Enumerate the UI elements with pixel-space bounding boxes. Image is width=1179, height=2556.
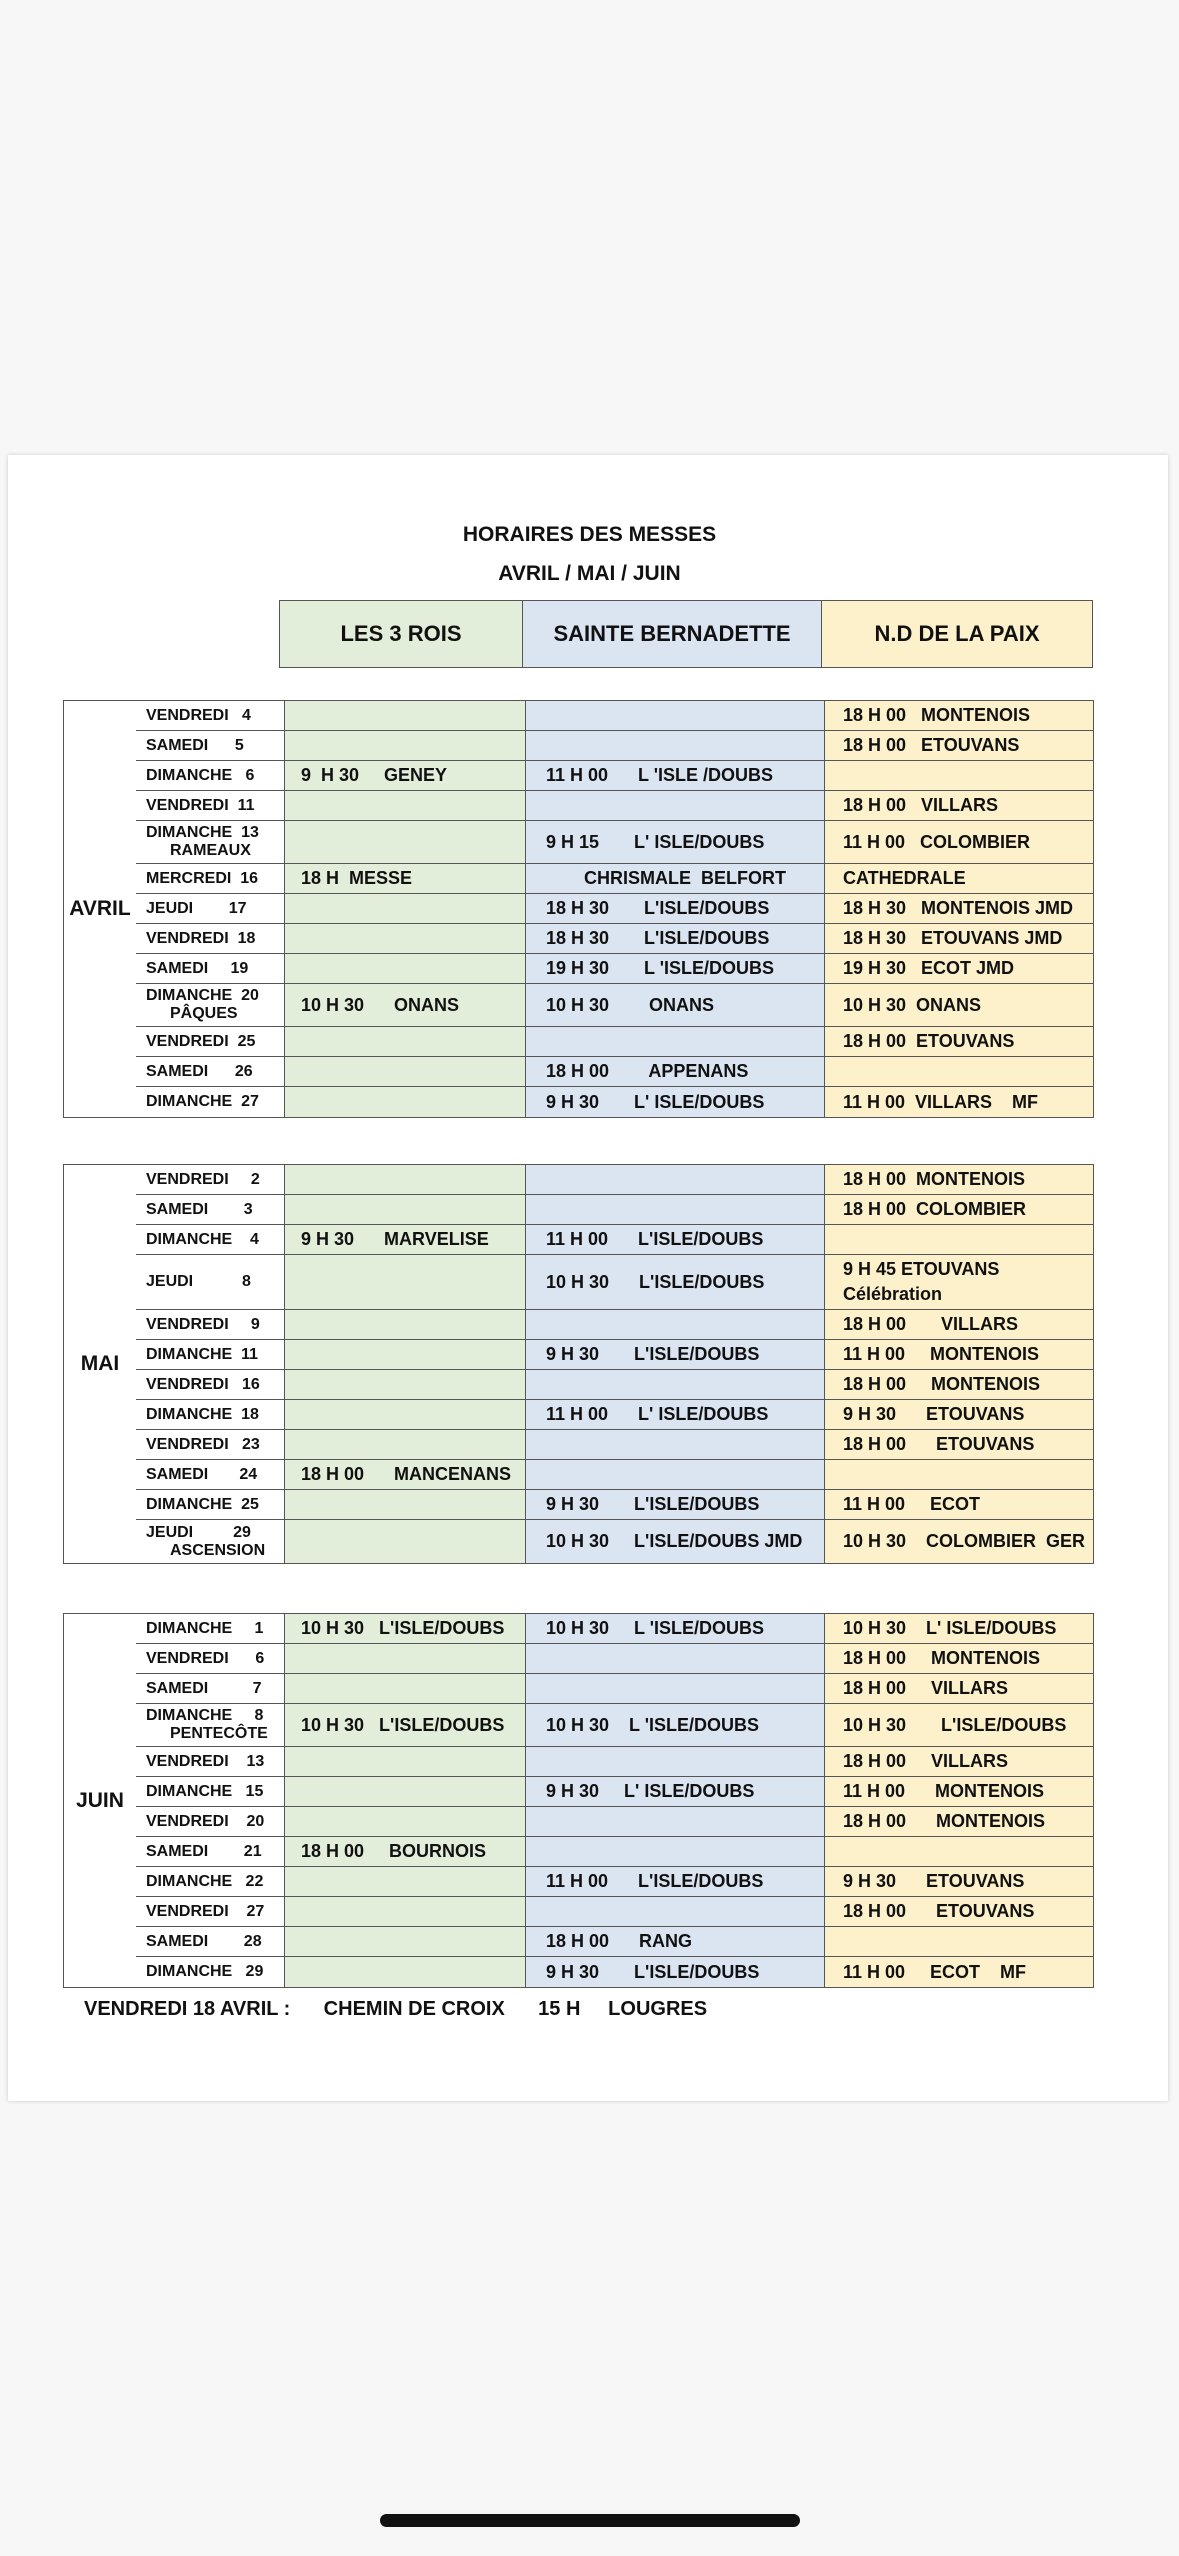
nd-de-la-paix-cell <box>825 1370 1093 1399</box>
nd-de-la-paix-cell <box>825 1057 1093 1086</box>
nd-de-la-paix-cell <box>825 1614 1093 1643</box>
feast-label: PENTECÔTE <box>170 1725 268 1742</box>
nd-de-la-paix-cell <box>825 1704 1093 1746</box>
nd-de-la-paix-cell <box>825 864 1093 893</box>
day-cell <box>136 1400 285 1429</box>
sainte-bernadette-cell <box>526 1644 825 1673</box>
day-label: DIMANCHE 13 <box>146 824 259 841</box>
nd-de-la-paix-cell <box>825 1867 1093 1896</box>
day-cell <box>136 984 285 1026</box>
mass-time: 10 H 30 ONANS <box>843 994 982 1015</box>
chrismale-cell: CHRISMALE BELFORT <box>526 864 825 893</box>
day-label: VENDREDI 13 <box>146 1752 265 1770</box>
schedule-row <box>136 1614 1093 1644</box>
footer-note: VENDREDI 18 AVRIL : CHEMIN DE CROIX 15 H LOUGRES <box>84 1998 708 2020</box>
day-cell <box>136 1897 285 1926</box>
sainte-bernadette-cell <box>526 1430 825 1459</box>
day-cell <box>136 1087 285 1117</box>
schedule-row <box>136 701 1093 731</box>
day-cell <box>136 1310 285 1339</box>
parish-header-row <box>279 600 1093 668</box>
sainte-bernadette-cell: 9 H 15 L' ISLE/DOUBS <box>526 821 825 863</box>
sainte-bernadette-cell <box>526 1310 825 1339</box>
nd-de-la-paix-cell <box>825 1340 1093 1369</box>
day-cell <box>136 1644 285 1673</box>
les-3-rois-cell <box>285 731 526 760</box>
schedule-row <box>136 821 1093 864</box>
day-label: MERCREDI 16 <box>146 869 259 887</box>
nd-de-la-paix-cell <box>825 1807 1093 1836</box>
schedule-row <box>136 1704 1093 1747</box>
day-label: SAMEDI 28 <box>146 1932 262 1950</box>
feast-label: PÂQUES <box>170 1005 238 1022</box>
day-cell <box>136 1430 285 1459</box>
les-3-rois-cell <box>285 1747 526 1776</box>
les-3-rois-cell <box>285 1957 526 1987</box>
les-3-rois-cell <box>285 1430 526 1459</box>
day-cell <box>136 1927 285 1956</box>
day-label: VENDREDI 11 <box>146 796 255 814</box>
schedule-row <box>136 1310 1093 1340</box>
mass-time: 10 H 30 L'ISLE/DOUBS <box>843 1714 1067 1735</box>
les-3-rois-cell <box>285 954 526 983</box>
parish-header-les-3-rois: LES 3 ROIS <box>279 600 523 668</box>
les-3-rois-cell <box>285 1520 526 1563</box>
nd-de-la-paix-cell <box>825 1520 1093 1563</box>
day-label: DIMANCHE 18 <box>146 1405 259 1423</box>
day-cell <box>136 1460 285 1489</box>
les-3-rois-cell: 18 H 00 MANCENANS <box>285 1460 526 1489</box>
les-3-rois-cell <box>285 701 526 730</box>
les-3-rois-cell <box>285 1777 526 1806</box>
sainte-bernadette-cell: 18 H 00 APPENANS <box>526 1057 825 1086</box>
les-3-rois-cell <box>285 924 526 953</box>
sainte-bernadette-cell <box>526 1165 825 1194</box>
day-label: VENDREDI 2 <box>146 1170 260 1188</box>
sainte-bernadette-cell: 9 H 30 L' ISLE/DOUBS <box>526 1087 825 1117</box>
schedule-row <box>136 1087 1093 1117</box>
les-3-rois-cell <box>285 894 526 923</box>
les-3-rois-cell <box>285 1255 526 1309</box>
sainte-bernadette-cell: 11 H 00 L 'ISLE /DOUBS <box>526 761 825 790</box>
sainte-bernadette-cell: 18 H 00 RANG <box>526 1927 825 1956</box>
day-cell <box>136 1957 285 1987</box>
day-cell <box>136 924 285 953</box>
nd-de-la-paix-cell <box>825 1027 1093 1056</box>
nd-de-la-paix-cell <box>825 954 1093 983</box>
mass-time: 11 H 00 MONTENOIS <box>843 1344 1040 1364</box>
day-label: SAMEDI 5 <box>146 736 244 754</box>
schedule-row <box>136 1460 1093 1490</box>
sainte-bernadette-cell: 10 H 30 ONANS <box>526 984 825 1026</box>
day-label: JEUDI 29 <box>146 1523 251 1541</box>
day-label: DIMANCHE 6 <box>146 766 255 784</box>
day-cell <box>136 954 285 983</box>
day-label: DIMANCHE 25 <box>146 1495 259 1513</box>
les-3-rois-cell <box>285 1340 526 1369</box>
mass-time: 11 H 00 COLOMBIER <box>843 831 1031 852</box>
mass-time: 10 H 30 L' ISLE/DOUBS <box>843 1618 1057 1638</box>
schedule-row <box>136 1490 1093 1520</box>
day-label: VENDREDI 4 <box>146 706 251 724</box>
les-3-rois-cell <box>285 791 526 820</box>
nd-de-la-paix-cell <box>825 1837 1093 1866</box>
day-cell <box>136 1490 285 1519</box>
schedule-rows <box>136 1165 1093 1563</box>
month-block-juin <box>63 1613 1094 1988</box>
les-3-rois-cell: 10 H 30 ONANS <box>285 984 526 1026</box>
schedule-row <box>136 1400 1093 1430</box>
mass-time: 9 H 30 ETOUVANS <box>843 1404 1025 1424</box>
sainte-bernadette-cell <box>526 1747 825 1776</box>
sainte-bernadette-cell: 10 H 30 L'ISLE/DOUBS <box>526 1255 825 1309</box>
nd-de-la-paix-cell <box>825 1225 1093 1254</box>
parish-header-sainte-bernadette: SAINTE BERNADETTE <box>523 600 822 668</box>
nd-de-la-paix-cell <box>825 1897 1093 1926</box>
sainte-bernadette-cell <box>526 1195 825 1224</box>
mass-time: 18 H 00 MONTENOIS <box>843 1648 1041 1668</box>
day-label: DIMANCHE 20 <box>146 987 259 1004</box>
month-label: MAI <box>64 1165 137 1563</box>
day-cell <box>136 1704 285 1746</box>
schedule-row <box>136 1644 1093 1674</box>
mass-time: 18 H 00 MONTENOIS <box>843 1374 1041 1394</box>
day-label: VENDREDI 16 <box>146 1375 260 1393</box>
les-3-rois-cell <box>285 821 526 863</box>
feast-label: ASCENSION <box>170 1541 266 1559</box>
sainte-bernadette-cell <box>526 1460 825 1489</box>
day-cell <box>136 1165 285 1194</box>
sainte-bernadette-cell: 18 H 30 L'ISLE/DOUBS <box>526 924 825 953</box>
schedule-row <box>136 1837 1093 1867</box>
mass-time: 18 H 00 ETOUVANS <box>843 735 1020 755</box>
schedule-row <box>136 984 1093 1027</box>
mass-time: 18 H 00 MONTENOIS <box>843 705 1031 725</box>
schedule-row <box>136 1747 1093 1777</box>
day-cell <box>136 864 285 893</box>
mass-time: 18 H 00 COLOMBIER <box>843 1199 1027 1219</box>
day-label: VENDREDI 18 <box>146 929 256 947</box>
day-label: SAMEDI 21 <box>146 1842 262 1860</box>
mass-time: 9 H 30 ETOUVANS <box>843 1871 1025 1891</box>
day-label: SAMEDI 19 <box>146 959 249 977</box>
sainte-bernadette-cell: 9 H 30 L'ISLE/DOUBS <box>526 1957 825 1987</box>
mass-time: 18 H 00 VILLARS <box>843 1678 1009 1698</box>
nd-de-la-paix-cell <box>825 894 1093 923</box>
sainte-bernadette-cell <box>526 1807 825 1836</box>
mass-time: 18 H 00 ETOUVANS <box>843 1031 1015 1051</box>
nd-de-la-paix-cell <box>825 1430 1093 1459</box>
schedule-row <box>136 1957 1093 1987</box>
sainte-bernadette-cell <box>526 1674 825 1703</box>
document-title: HORAIRES DES MESSES <box>462 523 717 546</box>
day-cell <box>136 1867 285 1896</box>
les-3-rois-cell: 9 H 30 GENEY <box>285 761 526 790</box>
nd-de-la-paix-cell <box>825 1490 1093 1519</box>
sainte-bernadette-cell: 10 H 30 L 'ISLE/DOUBS <box>526 1704 825 1746</box>
day-label: VENDREDI 25 <box>146 1032 256 1050</box>
les-3-rois-cell <box>285 1897 526 1926</box>
les-3-rois-cell <box>285 1867 526 1896</box>
day-cell <box>136 1370 285 1399</box>
feast-label: RAMEAUX <box>170 842 251 859</box>
sainte-bernadette-cell: 19 H 30 L 'ISLE/DOUBS <box>526 954 825 983</box>
nd-de-la-paix-cell <box>825 1460 1093 1489</box>
schedule-rows <box>136 1614 1093 1987</box>
les-3-rois-cell <box>285 1087 526 1117</box>
day-label: VENDREDI 23 <box>146 1435 260 1453</box>
sainte-bernadette-cell <box>526 1370 825 1399</box>
nd-de-la-paix-cell <box>825 924 1093 953</box>
nd-de-la-paix-cell <box>825 1747 1093 1776</box>
schedule-row <box>136 1777 1093 1807</box>
schedule-row <box>136 894 1093 924</box>
schedule-row <box>136 1927 1093 1957</box>
sainte-bernadette-cell: 9 H 30 L'ISLE/DOUBS <box>526 1340 825 1369</box>
day-cell <box>136 1340 285 1369</box>
les-3-rois-cell: 18 H 00 BOURNOIS <box>285 1837 526 1866</box>
sainte-bernadette-cell: 9 H 30 L'ISLE/DOUBS <box>526 1490 825 1519</box>
nd-de-la-paix-cell <box>825 984 1093 1026</box>
les-3-rois-cell <box>285 1490 526 1519</box>
day-label: DIMANCHE 29 <box>146 1963 264 1980</box>
mass-time: 19 H 30 ECOT JMD <box>843 958 1015 978</box>
sainte-bernadette-cell: 9 H 30 L' ISLE/DOUBS <box>526 1777 825 1806</box>
les-3-rois-cell <box>285 1027 526 1056</box>
nd-de-la-paix-cell <box>825 1400 1093 1429</box>
les-3-rois-cell: 18 H MESSE <box>285 864 526 893</box>
mass-time: 18 H 30 ETOUVANS JMD <box>843 928 1063 948</box>
les-3-rois-cell: 10 H 30 L'ISLE/DOUBS <box>285 1704 526 1746</box>
schedule-row <box>136 954 1093 984</box>
sainte-bernadette-cell <box>526 731 825 760</box>
day-cell <box>136 1195 285 1224</box>
day-label: SAMEDI 3 <box>146 1200 253 1218</box>
nd-de-la-paix-cell <box>825 1674 1093 1703</box>
les-3-rois-cell <box>285 1310 526 1339</box>
day-cell <box>136 701 285 730</box>
sainte-bernadette-cell: 11 H 00 L' ISLE/DOUBS <box>526 1400 825 1429</box>
schedule-row <box>136 1165 1093 1195</box>
schedule-row <box>136 1340 1093 1370</box>
schedule-row <box>136 1867 1093 1897</box>
sainte-bernadette-cell <box>526 1837 825 1866</box>
les-3-rois-cell <box>285 1807 526 1836</box>
day-cell <box>136 1225 285 1254</box>
schedule-row <box>136 924 1093 954</box>
day-label: DIMANCHE 4 <box>146 1230 259 1248</box>
day-label: VENDREDI 6 <box>146 1649 265 1667</box>
nd-de-la-paix-cell <box>825 791 1093 820</box>
nd-de-la-paix-cell <box>825 821 1093 863</box>
sainte-bernadette-cell: 10 H 30 L 'ISLE/DOUBS <box>526 1614 825 1643</box>
sainte-bernadette-cell: 18 H 30 L'ISLE/DOUBS <box>526 894 825 923</box>
schedule-row <box>136 1520 1093 1563</box>
mass-time: 18 H 00 MONTENOIS <box>843 1169 1026 1189</box>
nd-de-la-paix-cell <box>825 1087 1093 1117</box>
nd-de-la-paix-cell <box>825 1165 1093 1194</box>
mass-time: 18 H 00 MONTENOIS <box>843 1811 1046 1831</box>
day-label: DIMANCHE 8 <box>146 1707 264 1724</box>
schedule-rows <box>136 701 1093 1117</box>
home-indicator[interactable] <box>380 2514 800 2527</box>
sainte-bernadette-cell: 11 H 00 L'ISLE/DOUBS <box>526 1225 825 1254</box>
day-label: JEUDI 17 <box>146 899 247 917</box>
day-label: VENDREDI 20 <box>146 1812 265 1830</box>
mass-time: 11 H 00 ECOT <box>843 1494 981 1514</box>
nd-de-la-paix-cell <box>825 1644 1093 1673</box>
sainte-bernadette-cell: 10 H 30 L'ISLE/DOUBS JMD <box>526 1520 825 1563</box>
schedule-row <box>136 1057 1093 1087</box>
schedule-row <box>136 1225 1093 1255</box>
day-cell <box>136 1777 285 1806</box>
nd-de-la-paix-cell <box>825 1195 1093 1224</box>
mass-time: 9 H 45 ETOUVANS <box>843 1259 1000 1279</box>
day-cell <box>136 1614 285 1643</box>
les-3-rois-cell: 9 H 30 MARVELISE <box>285 1225 526 1254</box>
day-label: SAMEDI 7 <box>146 1679 262 1697</box>
schedule-row <box>136 1430 1093 1460</box>
month-block-avril <box>63 700 1094 1118</box>
sainte-bernadette-cell <box>526 1897 825 1926</box>
parish-header-nd-de-la-paix: N.D DE LA PAIX <box>822 600 1093 668</box>
mass-note: Célébration <box>843 1284 943 1304</box>
les-3-rois-cell <box>285 1674 526 1703</box>
schedule-row <box>136 864 1093 894</box>
document-subtitle: AVRIL / MAI / JUIN <box>498 562 681 585</box>
les-3-rois-cell <box>285 1057 526 1086</box>
day-cell <box>136 821 285 863</box>
mass-time: 11 H 00 MONTENOIS <box>843 1781 1045 1801</box>
mass-time: CATHEDRALE <box>843 868 966 888</box>
day-cell <box>136 731 285 760</box>
day-cell <box>136 791 285 820</box>
nd-de-la-paix-cell <box>825 731 1093 760</box>
schedule-row <box>136 1674 1093 1704</box>
sainte-bernadette-cell <box>526 1027 825 1056</box>
mass-time: 18 H 00 VILLARS <box>843 1314 1019 1334</box>
mass-time: 11 H 00 VILLARS MF <box>843 1091 1039 1112</box>
schedule-row <box>136 1370 1093 1400</box>
schedule-row <box>136 731 1093 761</box>
day-label: DIMANCHE 1 <box>146 1619 264 1637</box>
les-3-rois-cell <box>285 1195 526 1224</box>
schedule-row <box>136 1807 1093 1837</box>
mass-time: 10 H 30 COLOMBIER GER <box>843 1531 1086 1551</box>
day-cell <box>136 894 285 923</box>
day-label: DIMANCHE 27 <box>146 1093 259 1110</box>
month-label: JUIN <box>64 1614 137 1987</box>
day-label: SAMEDI 24 <box>146 1465 258 1483</box>
nd-de-la-paix-cell <box>825 1310 1093 1339</box>
day-cell <box>136 1255 285 1309</box>
les-3-rois-cell <box>285 1644 526 1673</box>
les-3-rois-cell: 10 H 30 L'ISLE/DOUBS <box>285 1614 526 1643</box>
day-cell <box>136 1674 285 1703</box>
nd-de-la-paix-cell <box>825 1255 1093 1309</box>
mass-time: 18 H 00 VILLARS <box>843 1751 1009 1771</box>
schedule-row <box>136 1897 1093 1927</box>
mass-time: 18 H 00 ETOUVANS <box>843 1434 1035 1454</box>
schedule-row <box>136 791 1093 821</box>
month-label: AVRIL <box>64 701 137 1117</box>
day-label: SAMEDI 26 <box>146 1062 253 1080</box>
day-label: DIMANCHE 22 <box>146 1872 264 1890</box>
nd-de-la-paix-cell <box>825 701 1093 730</box>
schedule-row <box>136 1195 1093 1225</box>
day-cell <box>136 1747 285 1776</box>
day-cell <box>136 1520 285 1563</box>
day-cell <box>136 1807 285 1836</box>
day-label: VENDREDI 9 <box>146 1315 260 1333</box>
les-3-rois-cell <box>285 1165 526 1194</box>
les-3-rois-cell <box>285 1400 526 1429</box>
mass-time: 11 H 00 ECOT MF <box>843 1961 1027 1982</box>
day-label: VENDREDI 27 <box>146 1902 265 1920</box>
mass-time: 18 H 00 ETOUVANS <box>843 1901 1035 1921</box>
nd-de-la-paix-cell <box>825 761 1093 790</box>
schedule-row <box>136 1027 1093 1057</box>
sainte-bernadette-cell <box>526 701 825 730</box>
sainte-bernadette-cell: 11 H 00 L'ISLE/DOUBS <box>526 1867 825 1896</box>
les-3-rois-cell <box>285 1370 526 1399</box>
sainte-bernadette-cell <box>526 791 825 820</box>
schedule-row <box>136 1255 1093 1310</box>
day-cell <box>136 1027 285 1056</box>
day-label: JEUDI 8 <box>146 1273 251 1290</box>
month-block-mai <box>63 1164 1094 1564</box>
day-cell <box>136 1057 285 1086</box>
mass-time: 18 H 30 MONTENOIS JMD <box>843 898 1074 918</box>
nd-de-la-paix-cell <box>825 1777 1093 1806</box>
nd-de-la-paix-cell <box>825 1957 1093 1987</box>
les-3-rois-cell <box>285 1927 526 1956</box>
schedule-row <box>136 761 1093 791</box>
day-label: DIMANCHE 15 <box>146 1782 264 1800</box>
nd-de-la-paix-cell <box>825 1927 1093 1956</box>
day-cell <box>136 761 285 790</box>
day-cell <box>136 1837 285 1866</box>
day-label: DIMANCHE 11 <box>146 1345 259 1363</box>
mass-time: 18 H 00 VILLARS <box>843 795 999 815</box>
